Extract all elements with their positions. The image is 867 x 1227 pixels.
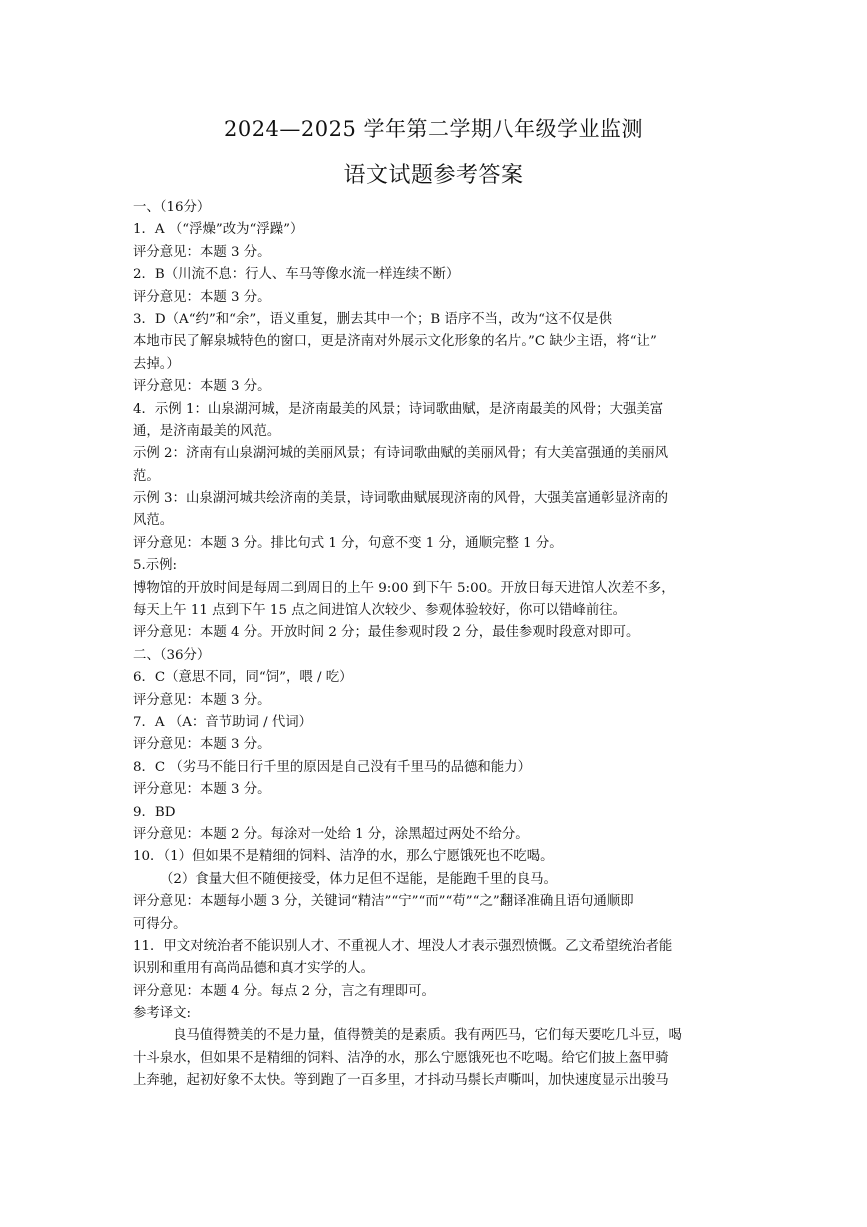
answer-q10-2: （2）食量大但不随便接受，体力足但不逞能，是能跑千里的良马。 [160,871,557,887]
answer-q7: 7．A （A：音节助词 / 代词） [133,714,313,730]
answer-q4-cont: 通，是济南最美的风范。 [133,423,281,439]
scoring-note: 评分意见：本题 2 分。每涂对一处给 1 分，涂黑超过两处不给分。 [133,826,529,842]
answer-q11: 11．甲文对统治者不能识别人才、不重视人才、埋没人才表示强烈愤慨。乙文希望统治者能 [133,938,673,954]
scoring-note: 评分意见：本题 4 分。开放时间 2 分；最佳参观时段 2 分，最佳参观时段意对即可。 [133,625,640,641]
answer-q11-cont: 识别和重用有高尚品德和真才实学的人。 [133,961,375,977]
translation-text: 十斗泉水，但如果不是精细的饲料、洁净的水，那么宁愿饿死也不吃喝。给它们披上盔甲骑 [133,1050,669,1066]
answer-q8: 8．C （劣马不能日行千里的原因是自己没有千里马的品德和能力） [133,759,531,775]
scoring-note: 评分意见：本题每小题 3 分，关键词“精洁”“宁”“而”“苟”“之”翻译准确且语句通顺即 [133,894,634,910]
section-heading-1: 一、（16分） [133,200,211,215]
scoring-note: 评分意见：本题 3 分。排比句式 1 分，句意不变 1 分，通顺完整 1 分。 [133,535,563,551]
translation-text: 良马值得赞美的不是力量，值得赞美的是素质。我有两匹马，它们每天要吃几斗豆，喝 [173,1028,682,1044]
answer-q5-cont: 博物馆的开放时间是每周二到周日的上午 9:00 到下午 5:00。开放日每天进馆人次差不多， [133,580,675,596]
answer-q4-example3: 示例 3：山泉湖河城共绘济南的美景，诗词歌曲赋展现济南的风骨，大强美富通彰显济南的 [133,491,669,507]
answer-content [133,197,743,1093]
answer-q3-cont: 本地市民了解泉城特色的窗口，更是济南对外展示文化形象的名片。”C 缺少主语，将“让” [133,334,657,350]
answer-q4-example2: 示例 2：济南有山泉湖河城的美丽风景；有诗词歌曲赋的美丽风骨；有大美富强通的美丽风 [133,446,669,462]
answer-q4: 4．示例 1：山泉湖河城，是济南最美的风景；诗词歌曲赋，是济南最美的风骨；大强美富 [133,401,664,417]
translation-heading: 参考译文: [133,1006,192,1022]
answer-q3-cont: 去掉。） [133,356,180,372]
scoring-note: 评分意见：本题 3 分。 [133,737,271,753]
scoring-note: 评分意见：本题 3 分。 [133,379,271,395]
answer-q3: 3．D（A“约”和“余”，语义重复，删去其中一个；B 语序不当，改为“这不仅是供 [133,311,612,327]
translation-text: 上奔驰，起初好象不太快。等到跑了一百多里，才抖动马鬃长声嘶叫，加快速度显示出骏马 [133,1073,669,1089]
answer-q2: 2．B（川流不息：行人、车马等像水流一样连续不断） [133,267,460,283]
page-title: 2024—2025 学年第二学期八年级学业监测 [223,117,644,141]
answer-q6: 6．C（意思不同，同“饲”，喂 / 吃） [133,670,353,686]
scoring-note: 评分意见：本题 3 分。 [133,244,271,260]
scoring-note: 评分意见：本题 3 分。 [133,692,271,708]
answer-q10-1: 10．（1）但如果不是精细的饲料、洁净的水，那么宁愿饿死也不吃喝。 [133,849,554,865]
section-heading-2: 二、（36分） [133,647,211,663]
scoring-note: 评分意见：本题 4 分。每点 2 分，言之有理即可。 [133,983,435,999]
scoring-note: 评分意见：本题 3 分。 [133,289,271,305]
answer-q5: 5.示例: [133,558,178,574]
scoring-note-cont: 可得分。 [133,916,187,932]
answer-q9: 9．BD [133,804,176,820]
answer-q1: 1．A （“浮燥”改为“浮躁”） [133,222,304,238]
answer-q5-cont: 每天上午 11 点到下午 15 点之间进馆人次较少、参观体验较好，你可以错峰前往。 [133,603,626,619]
scoring-note: 评分意见：本题 3 分。 [133,782,271,798]
page-subtitle: 语文试题参考答案 [343,163,524,188]
answer-q4-cont: 范。 [133,468,160,484]
answer-q4-cont: 风范。 [133,513,174,529]
